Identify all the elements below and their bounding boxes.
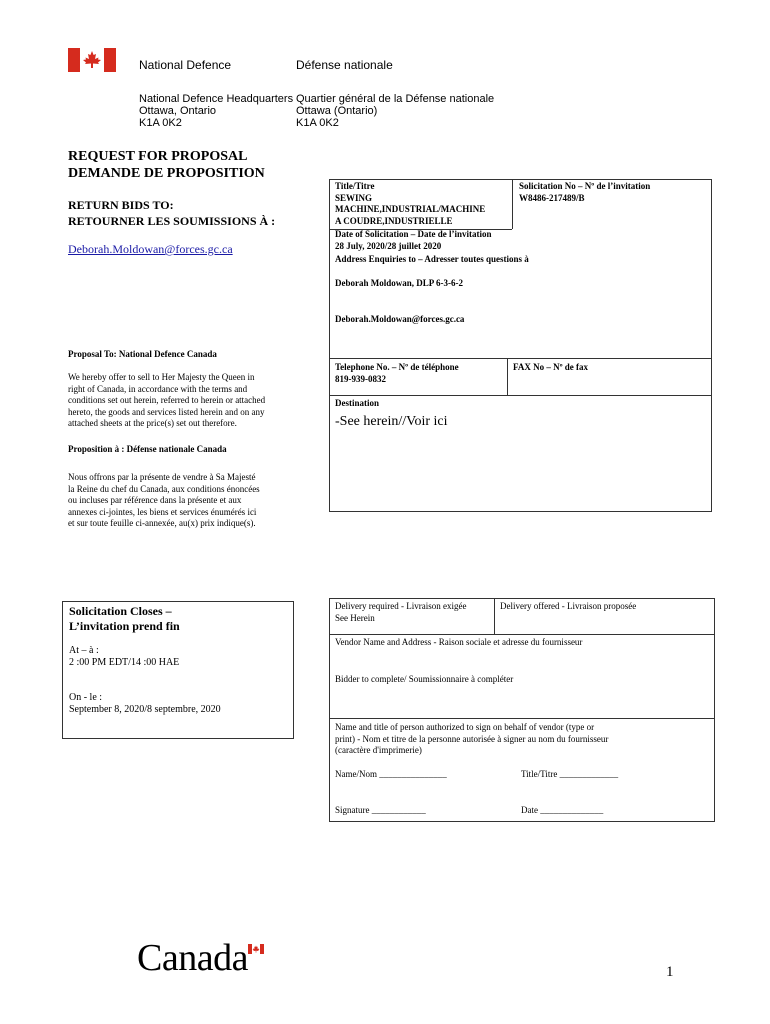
return-email-link[interactable]: Deborah.Moldowan@forces.gc.ca bbox=[68, 242, 233, 256]
offer-fr-line: Nous offrons par la présente de vendre à Sa Majesté bbox=[68, 472, 256, 482]
vendor-label: Vendor Name and Address - Raison sociale et adresse du fournisseur bbox=[335, 637, 583, 647]
solicitation-date-value: 28 July, 2020/28 juillet 2020 bbox=[335, 240, 442, 251]
delivery-required-label: Delivery required - Livraison exigée bbox=[335, 601, 467, 611]
title-line: SEWING bbox=[335, 192, 373, 203]
fax-label: FAX No – Nº de fax bbox=[513, 362, 589, 372]
divider bbox=[494, 598, 495, 634]
solicitation-number-label: Solicitation No – Nº de l’invitation bbox=[519, 181, 651, 191]
delivery-required bbox=[335, 601, 466, 624]
rfp-title bbox=[68, 148, 265, 182]
telephone-label: Telephone No. – Nº de téléphone bbox=[335, 362, 459, 372]
return-bids-heading bbox=[68, 197, 275, 229]
address-fr bbox=[296, 93, 494, 129]
vendor-box bbox=[329, 598, 715, 822]
contact-name: Deborah Moldowan, DLP 6-3-6-2 bbox=[335, 278, 463, 288]
address-en-line: Ottawa, Ontario bbox=[139, 105, 217, 117]
canada-flag-icon bbox=[68, 48, 116, 72]
title-field-signer[interactable]: Title/Titre _____________ bbox=[521, 769, 619, 779]
return-bids-en: RETURN BIDS TO: bbox=[68, 198, 174, 212]
offer-fr-line: ou incluses par référence dans la présente et aux bbox=[68, 495, 242, 505]
closes-on-label: On - le : bbox=[69, 692, 103, 703]
telephone-value: 819-939-0832 bbox=[335, 373, 386, 384]
offer-en-line: hereto, the goods and services listed herein and on any bbox=[68, 406, 265, 417]
page-number: 1 bbox=[666, 964, 674, 980]
canada-wordmark-text: Canada bbox=[137, 937, 248, 979]
canada-wordmark bbox=[137, 938, 248, 978]
department-name-en: National Defence bbox=[139, 58, 232, 72]
authorized-line: print) - Nom et titre de la personne autorisée à signer au nom du fournisseur bbox=[335, 733, 609, 744]
rfp-title-fr: DEMANDE DE PROPOSITION bbox=[68, 166, 265, 181]
offer-en-line: right of Canada, in accordance with the terms and bbox=[68, 383, 248, 394]
divider bbox=[329, 395, 712, 396]
offer-text-en bbox=[68, 372, 265, 430]
offer-en-line: conditions set out herein, referred to herein or attached bbox=[68, 395, 266, 405]
enquiries-label: Address Enquiries to – Adresser toutes questions à bbox=[335, 254, 529, 264]
divider bbox=[512, 179, 513, 229]
solicitation-number-value: W8486-217489/B bbox=[519, 192, 585, 203]
wordmark-flag-icon bbox=[248, 944, 264, 954]
closes-title-fr: L’invitation prend fin bbox=[69, 619, 180, 633]
proposal-to-heading: Proposal To: National Defence Canada bbox=[68, 349, 217, 359]
title-label: Title/Titre bbox=[335, 181, 375, 191]
closes-on bbox=[69, 692, 221, 716]
divider bbox=[329, 634, 715, 635]
date-field[interactable]: Date ______________ bbox=[521, 805, 604, 815]
solicitation-number-field bbox=[519, 181, 650, 204]
return-bids-fr: RETOURNER LES SOUMISSIONS À : bbox=[68, 214, 276, 228]
closes-at bbox=[69, 645, 179, 669]
telephone-field bbox=[335, 362, 459, 385]
authorized-line: (caractère d'imprimerie) bbox=[335, 745, 422, 755]
address-en bbox=[139, 93, 293, 129]
address-fr-line: Quartier général de la Défense nationale bbox=[296, 93, 495, 105]
destination-label: Destination bbox=[335, 398, 380, 408]
address-fr-line: Ottawa (Ontario) bbox=[296, 105, 378, 117]
divider bbox=[329, 358, 712, 359]
offer-text-fr bbox=[68, 472, 260, 530]
address-fr-line: K1A 0K2 bbox=[296, 117, 339, 129]
closes-title-en: Solicitation Closes – bbox=[69, 604, 172, 618]
contact-email: Deborah.Moldowan@forces.gc.ca bbox=[335, 314, 465, 324]
offer-fr-line: et sur toute feuille ci-annexée, au(x) prix indique(s). bbox=[68, 518, 256, 528]
address-en-line: K1A 0K2 bbox=[139, 117, 182, 129]
authorized-line: Name and title of person authorized to sign on behalf of vendor (type or bbox=[335, 722, 595, 732]
offer-en-line: attached sheets at the price(s) set out therefore. bbox=[68, 418, 237, 428]
closes-at-value: 2 :00 PM EDT/14 :00 HAE bbox=[69, 657, 180, 668]
destination-value: -See herein//Voir ici bbox=[335, 414, 448, 429]
bidder-note: Bidder to complete/ Soumissionnaire à compléter bbox=[335, 674, 514, 684]
delivery-offered-label: Delivery offered - Livraison proposée bbox=[500, 601, 637, 611]
offer-fr-line: annexes ci-jointes, les biens et services énumérés ici bbox=[68, 506, 257, 517]
solicitation-date-label: Date of Solicitation – Date de l’invitation bbox=[335, 229, 492, 239]
closes-title bbox=[69, 604, 180, 634]
divider bbox=[507, 358, 508, 395]
address-en-line: National Defence Headquarters bbox=[139, 93, 294, 105]
offer-en-line: We hereby offer to sell to Her Majesty the Queen in bbox=[68, 372, 255, 382]
department-name-fr: Défense nationale bbox=[296, 58, 393, 72]
closes-on-value: September 8, 2020/8 septembre, 2020 bbox=[69, 704, 221, 715]
solicitation-date-field bbox=[335, 229, 492, 252]
rfp-title-en: REQUEST FOR PROPOSAL bbox=[68, 149, 248, 164]
name-field[interactable]: Name/Nom _______________ bbox=[335, 769, 447, 779]
authorized-person-label bbox=[335, 722, 608, 757]
signature-field[interactable]: Signature ____________ bbox=[335, 805, 426, 815]
title-line: MACHINE,INDUSTRIAL/MACHINE bbox=[335, 204, 486, 214]
title-line: A COUDRE,INDUSTRIELLE bbox=[335, 215, 453, 226]
divider bbox=[329, 718, 715, 719]
offer-fr-line: la Reine du chef du Canada, aux conditions énoncées bbox=[68, 483, 260, 494]
proposition-heading-fr: Proposition à : Défense nationale Canada bbox=[68, 444, 227, 454]
delivery-required-value: See Herein bbox=[335, 612, 375, 623]
title-field bbox=[335, 181, 485, 227]
closes-at-label: At – à : bbox=[69, 645, 99, 656]
